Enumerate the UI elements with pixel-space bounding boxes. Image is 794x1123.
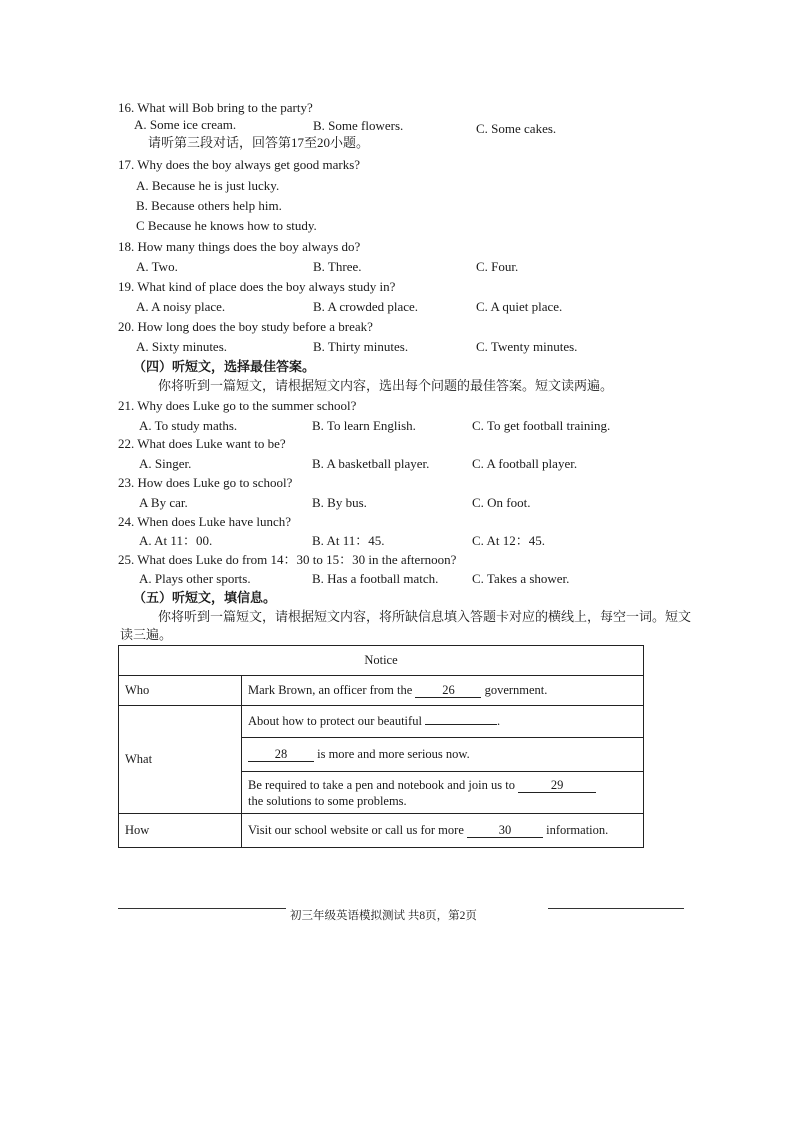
question-23: 23. How does Luke go to school? [118,475,293,490]
q17-option-c: C Because he knows how to study. [136,218,317,233]
blank-29: 29 [518,778,596,793]
blank-30: 30 [467,823,543,838]
q16-option-a: A. Some ice cream. [134,117,237,132]
q25-option-a: A. Plays other sports. [139,571,251,586]
footer-rule-right [548,908,684,909]
notice-how-cell [242,814,644,848]
what2-text: is more and more serious now. [317,747,470,761]
notice-title: Notice [119,646,644,676]
q18-option-b: B. Three. [313,259,362,274]
q20-option-b: B. Thirty minutes. [313,339,409,354]
question-21: 21. Why does Luke go to the summer school? [118,398,357,413]
q24-option-c: C. At 12：45. [472,533,545,548]
section5-instruction-2: 读三遍。 [120,627,173,642]
page-footer: 初三年级英语模拟测试 共8页，第2页 [290,910,477,922]
q24-option-a: A. At 11：00. [139,533,213,548]
q22-option-b: B. A basketball player. [312,456,430,471]
notice-what-cell-1: About how to protect our beautiful . [242,706,644,738]
q19-option-b: B. A crowded place. [313,299,419,314]
question-16: 16. What will Bob bring to the party? [118,100,313,115]
question-20: 20. How long does the boy study before a break? [118,319,373,334]
q17-option-a: A. Because he is just lucky. [136,178,280,193]
q18-option-c: C. Four. [476,259,519,274]
section5-title: （五）听短文，填信息。 [133,590,277,605]
question-22: 22. What does Luke want to be? [118,436,286,451]
q23-option-b: B. By bus. [312,495,367,510]
blank-27 [425,724,497,725]
q23-option-c: C. On foot. [472,495,531,510]
blank-26: 26 [415,683,481,698]
footer-rule-left [118,908,286,909]
question-18: 18. How many things does the boy always do? [118,239,361,254]
notice-who-cell [242,676,644,706]
what3-text-1: Be required to take a pen and notebook and join us to [248,777,515,792]
notice-who-label: Who [119,676,242,706]
question-19: 19. What kind of place does the boy always study in? [118,279,396,294]
notice-how-label: How [119,814,242,848]
q22-option-a: A. Singer. [139,456,192,471]
question-17: 17. Why does the boy always get good marks? [118,157,361,172]
q19-option-a: A. A noisy place. [136,299,226,314]
how-text-2: information. [546,823,609,837]
q23-option-a: A By car. [139,495,188,510]
q21-option-c: C. To get football training. [472,418,611,433]
q16-option-c: C. Some cakes. [476,121,557,136]
q18-option-a: A. Two. [136,259,178,274]
who-text-2: government. [484,683,548,697]
notice-what-cell-3 [242,772,644,814]
q16-option-b: B. Some flowers. [313,118,404,133]
q22-option-c: C. A football player. [472,456,578,471]
q20-option-c: C. Twenty minutes. [476,339,578,354]
q24-option-b: B. At 11：45. [312,533,385,548]
what3-text-2: the solutions to some problems. [248,793,407,808]
question-24: 24. When does Luke have lunch? [118,514,292,529]
notice-what-label: What [119,706,242,814]
notice-table [118,645,644,848]
q20-option-a: A. Sixty minutes. [136,339,228,354]
question-25: 25. What does Luke do from 14：30 to 15：30 in the afternoon? [118,552,457,567]
q21-option-b: B. To learn English. [312,418,416,433]
section3-note: 请听第三段对话，回答第17至20小题。 [148,135,370,150]
section4-instruction: 你将听到一篇短文，请根据短文内容，选出每个问题的最佳答案。短文读两遍。 [158,378,614,393]
notice-what-cell-2 [242,738,644,772]
q25-option-c: C. Takes a shower. [472,571,570,586]
q19-option-c: C. A quiet place. [476,299,563,314]
q17-option-b: B. Because others help him. [136,198,282,213]
how-text-1: Visit our school website or call us for more [248,823,464,837]
blank-28: 28 [248,747,314,762]
who-text-1: Mark Brown, an officer from the [248,683,413,697]
section4-title: （四）听短文，选择最佳答案。 [133,359,316,374]
q21-option-a: A. To study maths. [139,418,238,433]
what1-text: About how to protect our beautiful [248,714,422,728]
section5-instruction-1: 你将听到一篇短文，请根据短文内容，将所缺信息填入答题卡对应的横线上，每空一词。短文 [158,609,692,624]
q25-option-b: B. Has a football match. [312,571,439,586]
